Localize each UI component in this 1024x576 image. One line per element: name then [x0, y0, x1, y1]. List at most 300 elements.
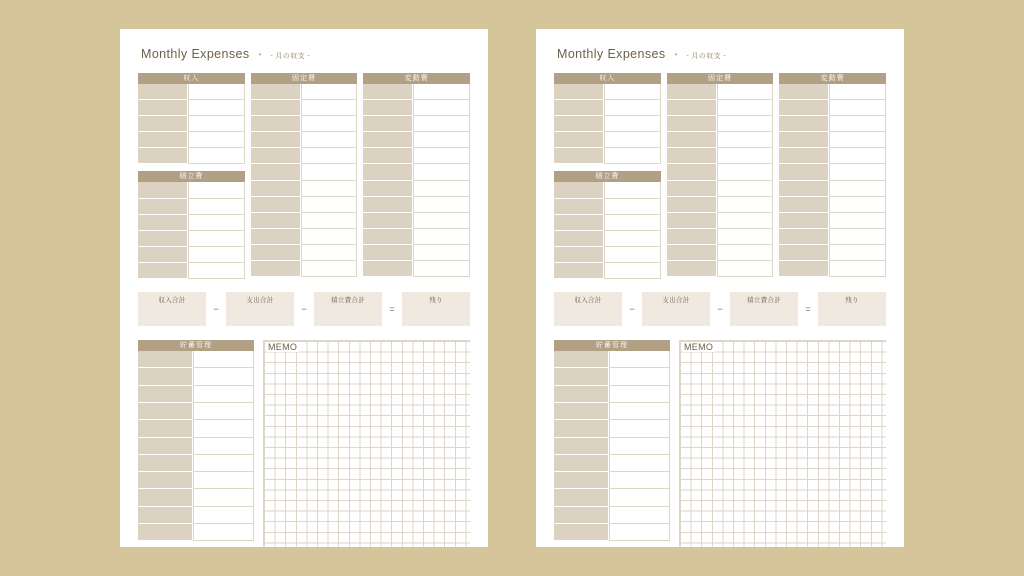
row-spacer	[138, 164, 245, 171]
table-row[interactable]	[554, 148, 661, 164]
row-label-cell[interactable]	[363, 229, 413, 245]
row-value-cell[interactable]	[413, 132, 470, 148]
row-label-cell[interactable]	[554, 403, 609, 420]
row-value-cell[interactable]	[413, 84, 470, 100]
table-row[interactable]	[779, 84, 886, 100]
row-value-cell[interactable]	[301, 84, 358, 100]
row-value-cell[interactable]	[829, 148, 886, 164]
totals-strip	[554, 292, 886, 326]
table-row[interactable]	[779, 116, 886, 132]
row-label-cell[interactable]	[138, 524, 193, 541]
row-value-cell[interactable]	[604, 84, 661, 100]
table-row[interactable]	[251, 148, 358, 164]
row-label-cell[interactable]	[554, 247, 604, 263]
row-value-cell[interactable]	[301, 164, 358, 180]
table-row[interactable]	[138, 247, 245, 263]
table-row[interactable]	[363, 100, 470, 116]
row-label-cell[interactable]	[363, 100, 413, 116]
row-label-cell[interactable]	[363, 181, 413, 197]
row-label-cell[interactable]	[138, 420, 193, 437]
row-label-cell[interactable]	[667, 213, 717, 229]
total-income-label: 収入合計	[158, 297, 186, 305]
row-value-cell[interactable]	[193, 524, 254, 541]
table-row[interactable]	[138, 182, 245, 198]
row-value-cell[interactable]	[829, 132, 886, 148]
table-row[interactable]	[251, 261, 358, 277]
row-value-cell[interactable]	[413, 213, 470, 229]
table-row[interactable]	[138, 489, 254, 506]
row-value-cell[interactable]	[609, 386, 670, 403]
row-value-cell[interactable]	[829, 100, 886, 116]
row-label-cell[interactable]	[363, 164, 413, 180]
table-row[interactable]	[554, 199, 661, 215]
column-header-fixed: 固定費	[667, 73, 774, 84]
table-row[interactable]	[554, 438, 670, 455]
table-row[interactable]	[138, 455, 254, 472]
table-row[interactable]	[251, 181, 358, 197]
table-row[interactable]	[251, 245, 358, 261]
row-label-cell[interactable]	[667, 100, 717, 116]
table-row[interactable]	[138, 386, 254, 403]
row-label-cell[interactable]	[138, 263, 188, 279]
total-reserve-box[interactable]	[314, 292, 382, 326]
row-label-cell[interactable]	[138, 231, 188, 247]
row-value-cell[interactable]	[609, 420, 670, 437]
row-label-cell[interactable]	[138, 455, 193, 472]
table-row[interactable]	[779, 245, 886, 261]
table-row[interactable]	[554, 420, 670, 437]
table-row[interactable]	[667, 197, 774, 213]
row-value-cell[interactable]	[829, 116, 886, 132]
table-row[interactable]	[554, 231, 661, 247]
table-row[interactable]	[554, 247, 661, 263]
row-value-cell[interactable]	[301, 100, 358, 116]
row-label-cell[interactable]	[251, 245, 301, 261]
table-row[interactable]	[138, 132, 245, 148]
row-value-cell[interactable]	[609, 455, 670, 472]
table-row[interactable]	[554, 215, 661, 231]
total-expense-box[interactable]	[642, 292, 710, 326]
row-label-cell[interactable]	[779, 181, 829, 197]
row-label-cell[interactable]	[251, 148, 301, 164]
row-label-cell[interactable]	[554, 507, 609, 524]
table-row[interactable]	[138, 420, 254, 437]
row-label-cell[interactable]	[363, 261, 413, 277]
row-value-cell[interactable]	[413, 116, 470, 132]
row-value-cell[interactable]	[829, 229, 886, 245]
row-value-cell[interactable]	[829, 84, 886, 100]
row-value-cell[interactable]	[717, 181, 774, 197]
row-label-cell[interactable]	[667, 84, 717, 100]
row-value-cell[interactable]	[717, 132, 774, 148]
row-label-cell[interactable]	[138, 199, 188, 215]
row-value-cell[interactable]	[609, 489, 670, 506]
table-row[interactable]	[667, 116, 774, 132]
row-label-cell[interactable]	[554, 215, 604, 231]
row-value-cell[interactable]	[609, 507, 670, 524]
row-label-cell[interactable]	[363, 132, 413, 148]
total-reserve-label: 積立費合計	[747, 297, 781, 305]
row-value-cell[interactable]	[609, 368, 670, 385]
row-value-cell[interactable]	[717, 229, 774, 245]
row-value-cell[interactable]	[604, 231, 661, 247]
table-row[interactable]	[554, 403, 670, 420]
table-row[interactable]	[779, 181, 886, 197]
table-row[interactable]	[138, 84, 245, 100]
row-label-cell[interactable]	[554, 489, 609, 506]
row-label-cell[interactable]	[138, 215, 188, 231]
row-label-cell[interactable]	[251, 84, 301, 100]
row-value-cell[interactable]	[717, 164, 774, 180]
row-value-cell[interactable]	[301, 148, 358, 164]
row-label-cell[interactable]	[363, 116, 413, 132]
table-row[interactable]	[667, 261, 774, 277]
table-row[interactable]	[554, 368, 670, 385]
table-row[interactable]	[138, 116, 245, 132]
row-value-cell[interactable]	[413, 164, 470, 180]
row-value-cell[interactable]	[604, 215, 661, 231]
row-label-cell[interactable]	[554, 182, 604, 198]
table-row[interactable]	[363, 261, 470, 277]
table-row[interactable]	[554, 182, 661, 198]
row-label-cell[interactable]	[779, 148, 829, 164]
table-row[interactable]	[363, 116, 470, 132]
row-value-cell[interactable]	[604, 116, 661, 132]
row-value-cell[interactable]	[301, 132, 358, 148]
row-label-cell[interactable]	[251, 213, 301, 229]
row-value-cell[interactable]	[413, 100, 470, 116]
row-label-cell[interactable]	[667, 116, 717, 132]
table-row[interactable]	[138, 263, 245, 279]
table-row[interactable]	[554, 263, 661, 279]
row-value-cell[interactable]	[829, 213, 886, 229]
row-label-cell[interactable]	[779, 261, 829, 277]
table-row[interactable]	[251, 213, 358, 229]
total-expense-box[interactable]	[226, 292, 294, 326]
row-label-cell[interactable]	[779, 197, 829, 213]
row-label-cell[interactable]	[138, 247, 188, 263]
row-value-cell[interactable]	[717, 116, 774, 132]
remaining-box[interactable]	[402, 292, 470, 326]
table-row[interactable]	[251, 132, 358, 148]
row-label-cell[interactable]	[554, 100, 604, 116]
row-label-cell[interactable]	[138, 438, 193, 455]
row-label-cell[interactable]	[363, 148, 413, 164]
row-label-cell[interactable]	[667, 229, 717, 245]
row-label-cell[interactable]	[667, 181, 717, 197]
row-value-cell[interactable]	[604, 263, 661, 279]
row-label-cell[interactable]	[138, 472, 193, 489]
row-label-cell[interactable]	[363, 213, 413, 229]
row-label-cell[interactable]	[554, 351, 609, 368]
table-row[interactable]	[363, 164, 470, 180]
row-value-cell[interactable]	[301, 181, 358, 197]
table-row[interactable]	[138, 148, 245, 164]
row-label-cell[interactable]	[251, 164, 301, 180]
table-row[interactable]	[251, 84, 358, 100]
row-label-cell[interactable]	[138, 368, 193, 385]
row-label-cell[interactable]	[363, 245, 413, 261]
table-row[interactable]	[554, 116, 661, 132]
total-income-box[interactable]	[554, 292, 622, 326]
row-label-cell[interactable]	[363, 197, 413, 213]
row-value-cell[interactable]	[193, 507, 254, 524]
table-row[interactable]	[667, 213, 774, 229]
row-label-cell[interactable]	[554, 524, 609, 541]
row-value-cell[interactable]	[829, 261, 886, 277]
table-row[interactable]	[667, 148, 774, 164]
column-variable-costs	[779, 73, 886, 279]
row-value-cell[interactable]	[193, 420, 254, 437]
row-value-cell[interactable]	[193, 455, 254, 472]
table-row[interactable]	[138, 199, 245, 215]
table-row[interactable]	[251, 197, 358, 213]
row-value-cell[interactable]	[717, 148, 774, 164]
table-row[interactable]	[554, 84, 661, 100]
row-label-cell[interactable]	[667, 164, 717, 180]
row-value-cell[interactable]	[717, 261, 774, 277]
table-row[interactable]	[363, 148, 470, 164]
row-label-cell[interactable]	[251, 100, 301, 116]
savings-table	[138, 340, 254, 547]
table-row[interactable]	[363, 132, 470, 148]
row-value-cell[interactable]	[829, 245, 886, 261]
row-value-cell[interactable]	[193, 368, 254, 385]
row-label-cell[interactable]	[554, 455, 609, 472]
table-row[interactable]	[667, 164, 774, 180]
row-value-cell[interactable]	[188, 199, 245, 215]
row-label-cell[interactable]	[251, 181, 301, 197]
row-label-cell[interactable]	[251, 116, 301, 132]
table-row[interactable]	[554, 507, 670, 524]
table-row[interactable]	[554, 489, 670, 506]
table-row[interactable]	[779, 164, 886, 180]
row-label-cell[interactable]	[554, 420, 609, 437]
row-label-cell[interactable]	[138, 489, 193, 506]
row-value-cell[interactable]	[193, 438, 254, 455]
row-value-cell[interactable]	[609, 403, 670, 420]
row-value-cell[interactable]	[604, 148, 661, 164]
row-label-cell[interactable]	[779, 245, 829, 261]
table-row[interactable]	[251, 164, 358, 180]
table-row[interactable]	[138, 368, 254, 385]
total-income-box[interactable]	[138, 292, 206, 326]
row-value-cell[interactable]	[188, 263, 245, 279]
row-label-cell[interactable]	[138, 100, 188, 116]
row-label-cell[interactable]	[779, 132, 829, 148]
row-label-cell[interactable]	[554, 199, 604, 215]
row-label-cell[interactable]	[138, 116, 188, 132]
table-row[interactable]	[363, 84, 470, 100]
row-value-cell[interactable]	[301, 116, 358, 132]
table-row[interactable]	[667, 229, 774, 245]
table-row[interactable]	[363, 245, 470, 261]
row-value-cell[interactable]	[193, 386, 254, 403]
table-row[interactable]	[554, 472, 670, 489]
table-row[interactable]	[138, 524, 254, 541]
table-row[interactable]	[363, 197, 470, 213]
row-value-cell[interactable]	[413, 197, 470, 213]
total-reserve-box[interactable]	[730, 292, 798, 326]
table-row[interactable]	[667, 100, 774, 116]
row-value-cell[interactable]	[188, 148, 245, 164]
row-value-cell[interactable]	[301, 261, 358, 277]
table-row[interactable]	[363, 213, 470, 229]
row-value-cell[interactable]	[413, 148, 470, 164]
row-value-cell[interactable]	[717, 213, 774, 229]
row-value-cell[interactable]	[413, 245, 470, 261]
total-expense-label: 支出合計	[246, 297, 274, 305]
row-value-cell[interactable]	[301, 245, 358, 261]
table-row[interactable]	[138, 351, 254, 368]
row-value-cell[interactable]	[717, 100, 774, 116]
row-value-cell[interactable]	[604, 132, 661, 148]
row-label-cell[interactable]	[251, 229, 301, 245]
table-row[interactable]	[251, 116, 358, 132]
row-label-cell[interactable]	[667, 148, 717, 164]
memo-grid[interactable]	[679, 340, 886, 547]
operator-minus-1: −	[213, 304, 219, 315]
row-label-cell[interactable]	[554, 386, 609, 403]
row-label-cell[interactable]	[138, 84, 188, 100]
row-label-cell[interactable]	[138, 148, 188, 164]
row-value-cell[interactable]	[829, 164, 886, 180]
row-label-cell[interactable]	[138, 351, 193, 368]
row-label-cell[interactable]	[667, 197, 717, 213]
row-value-cell[interactable]	[188, 100, 245, 116]
row-label-cell[interactable]	[138, 182, 188, 198]
row-value-cell[interactable]	[604, 247, 661, 263]
row-value-cell[interactable]	[301, 213, 358, 229]
table-row[interactable]	[779, 100, 886, 116]
table-row[interactable]	[779, 197, 886, 213]
row-value-cell[interactable]	[188, 215, 245, 231]
table-row[interactable]	[779, 148, 886, 164]
row-label-cell[interactable]	[779, 100, 829, 116]
table-row[interactable]	[667, 132, 774, 148]
remaining-box[interactable]	[818, 292, 886, 326]
row-value-cell[interactable]	[604, 182, 661, 198]
row-value-cell[interactable]	[188, 132, 245, 148]
row-label-cell[interactable]	[251, 132, 301, 148]
row-value-cell[interactable]	[188, 84, 245, 100]
row-label-cell[interactable]	[779, 213, 829, 229]
table-row[interactable]	[138, 472, 254, 489]
row-value-cell[interactable]	[188, 231, 245, 247]
row-value-cell[interactable]	[301, 197, 358, 213]
row-label-cell[interactable]	[554, 132, 604, 148]
row-label-cell[interactable]	[554, 438, 609, 455]
table-row[interactable]	[554, 100, 661, 116]
table-row[interactable]	[554, 524, 670, 541]
row-value-cell[interactable]	[193, 472, 254, 489]
table-row[interactable]	[554, 386, 670, 403]
row-label-cell[interactable]	[251, 197, 301, 213]
row-value-cell[interactable]	[829, 197, 886, 213]
row-value-cell[interactable]	[413, 181, 470, 197]
column-fixed-costs	[667, 73, 774, 279]
column-header-fixed: 固定費	[251, 73, 358, 84]
row-label-cell[interactable]	[779, 84, 829, 100]
row-value-cell[interactable]	[188, 116, 245, 132]
table-row[interactable]	[779, 229, 886, 245]
memo-grid[interactable]	[263, 340, 470, 547]
row-value-cell[interactable]	[829, 181, 886, 197]
row-value-cell[interactable]	[609, 524, 670, 541]
table-row[interactable]	[138, 438, 254, 455]
row-label-cell[interactable]	[554, 116, 604, 132]
row-label-cell[interactable]	[554, 472, 609, 489]
table-row[interactable]	[554, 132, 661, 148]
row-value-cell[interactable]	[193, 403, 254, 420]
row-label-cell[interactable]	[138, 386, 193, 403]
table-row[interactable]	[667, 84, 774, 100]
row-label-cell[interactable]	[138, 507, 193, 524]
row-label-cell[interactable]	[138, 132, 188, 148]
row-value-cell[interactable]	[413, 229, 470, 245]
row-value-cell[interactable]	[609, 438, 670, 455]
table-row[interactable]	[779, 132, 886, 148]
table-row[interactable]	[138, 100, 245, 116]
table-row[interactable]	[138, 231, 245, 247]
row-value-cell[interactable]	[193, 351, 254, 368]
row-label-cell[interactable]	[779, 116, 829, 132]
row-label-cell[interactable]	[554, 148, 604, 164]
table-row[interactable]	[251, 229, 358, 245]
table-row[interactable]	[138, 403, 254, 420]
table-row[interactable]	[363, 181, 470, 197]
row-value-cell[interactable]	[188, 247, 245, 263]
row-value-cell[interactable]	[413, 261, 470, 277]
table-row[interactable]	[779, 261, 886, 277]
row-label-cell[interactable]	[554, 231, 604, 247]
row-value-cell[interactable]	[609, 472, 670, 489]
row-label-cell[interactable]	[554, 368, 609, 385]
table-row[interactable]	[138, 215, 245, 231]
row-label-cell[interactable]	[554, 263, 604, 279]
table-row[interactable]	[363, 229, 470, 245]
row-value-cell[interactable]	[717, 197, 774, 213]
row-label-cell[interactable]	[363, 84, 413, 100]
table-row[interactable]	[779, 213, 886, 229]
row-value-cell[interactable]	[301, 229, 358, 245]
row-value-cell[interactable]	[193, 489, 254, 506]
page-subtitle: - 月の収支 -	[270, 53, 311, 60]
row-value-cell[interactable]	[609, 351, 670, 368]
row-label-cell[interactable]	[138, 403, 193, 420]
table-row[interactable]	[554, 455, 670, 472]
row-value-cell[interactable]	[717, 245, 774, 261]
column-header-income: 収入	[138, 73, 245, 84]
row-value-cell[interactable]	[717, 84, 774, 100]
table-row[interactable]	[554, 351, 670, 368]
row-value-cell[interactable]	[188, 182, 245, 198]
row-label-cell[interactable]	[251, 261, 301, 277]
table-row[interactable]	[251, 100, 358, 116]
row-label-cell[interactable]	[779, 164, 829, 180]
row-value-cell[interactable]	[604, 199, 661, 215]
page-title: Monthly Expenses	[141, 47, 250, 61]
row-label-cell[interactable]	[554, 84, 604, 100]
table-row[interactable]	[138, 507, 254, 524]
table-row[interactable]	[667, 181, 774, 197]
row-label-cell[interactable]	[667, 261, 717, 277]
table-row[interactable]	[667, 245, 774, 261]
row-label-cell[interactable]	[667, 245, 717, 261]
row-label-cell[interactable]	[779, 229, 829, 245]
row-label-cell[interactable]	[667, 132, 717, 148]
row-value-cell[interactable]	[604, 100, 661, 116]
